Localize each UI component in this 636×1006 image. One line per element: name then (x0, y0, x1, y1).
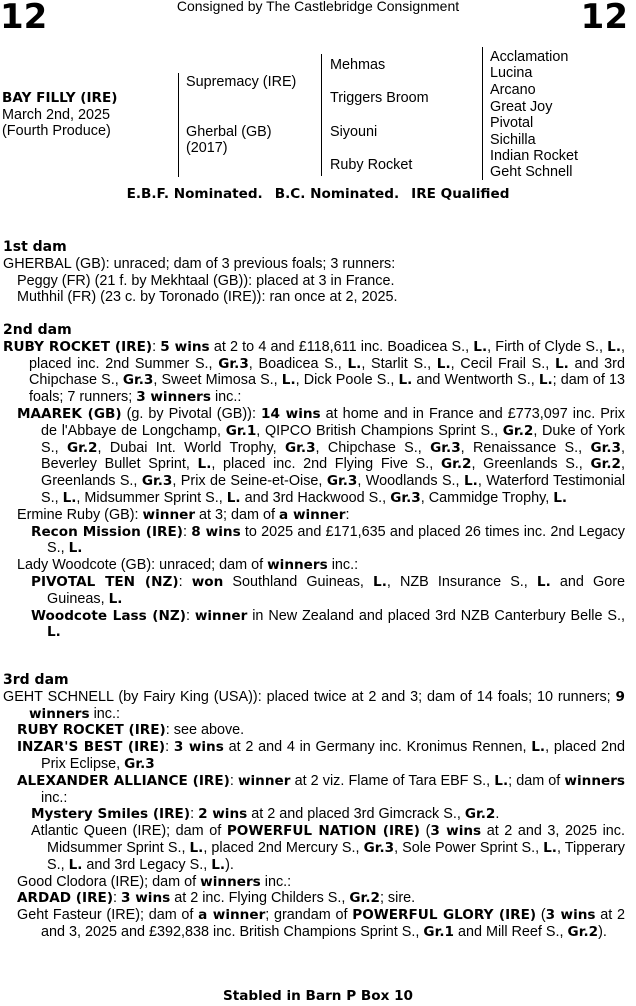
text-run: Ermine Ruby (GB): (17, 506, 143, 523)
bold-text: L. (436, 355, 451, 372)
bold-text: Gr.2 (464, 806, 496, 823)
text-run: , Sole Power Sprint S., (394, 839, 544, 856)
maarek-entry (3, 406, 625, 507)
text-run: : (190, 806, 199, 823)
text-run: at 2 inc. Flying Childers S., (170, 890, 350, 907)
text-run: , Duke of York S., (41, 422, 625, 456)
bold-text: Gr.3 (363, 839, 395, 856)
text-run: and 3rd Hackwood S., (240, 489, 391, 506)
inzars-best-entry (3, 739, 625, 773)
ancestor-1: Acclamation (490, 49, 569, 65)
bold-text: L. (494, 772, 509, 789)
text-run: at 2 and placed 3rd Gimcrack S., (247, 806, 465, 823)
alexander-alliance-entry (3, 773, 625, 807)
text-run: at 2 and 3, 2025 and £392,838 inc. British Champions Sprint S., (41, 907, 625, 940)
bold-text: Gr.3 (284, 439, 316, 456)
bold-text: L. (473, 338, 488, 355)
bc-note: B.C. Nominated. (274, 186, 400, 202)
second-dam-heading: 2nd dam (3, 322, 72, 338)
ermine-ruby-entry (3, 507, 625, 524)
text-run: ; dam of (508, 772, 565, 789)
pedigree-line-1 (178, 73, 179, 177)
text-run: , Sweet Mimosa S., (153, 372, 282, 389)
sire-dam: Triggers Broom (330, 90, 429, 106)
bold-text: L. (554, 355, 569, 372)
text-run: at home and in France and £773,097 inc. Prix de l'Abbaye de Longchamp, (41, 405, 625, 439)
dam-year: (2017) (186, 140, 228, 156)
text-run: , Woodlands S., (357, 473, 464, 490)
bold-text: winners (267, 557, 328, 574)
text-run: : (183, 523, 192, 540)
horse-name: ALEXANDER ALLIANCE (IRE) (17, 772, 230, 789)
foal-peggy: Peggy (FR) (21 f. by Mekhtaal (GB)): placed at 3 in France. (17, 272, 395, 289)
text-run: , Waterford Testimonial S., (41, 473, 626, 506)
geht-fasteur-entry (3, 907, 625, 941)
text-run: GEHT SCHNELL (by Fairy King (USA)): placed twice at 2 and 3; dam of 14 foals; 10 runners; (3, 688, 616, 705)
text-run: ; dam of 13 foals; 7 runners; (29, 372, 626, 406)
bold-text: Gr.2 (567, 923, 599, 940)
text-run: : (185, 607, 195, 624)
text-run: : (229, 772, 238, 789)
bold-text: Gr.2 (440, 456, 472, 473)
bold-text: 9 winners (29, 688, 625, 722)
bold-text: L. (373, 573, 387, 590)
text-run: , QIPCO British Champions Sprint S., (256, 422, 503, 439)
nominations (0, 186, 636, 202)
text-run: inc.: (327, 557, 359, 574)
text-run: , Prix de Seine-et-Oise, (172, 473, 327, 490)
text-run: , NZB Insurance S., (386, 573, 537, 590)
bold-text: 8 wins (191, 523, 241, 540)
text-run: : (178, 573, 192, 590)
bold-text: POWERFUL GLORY (IRE) (352, 907, 537, 924)
bold-text: Gr.1 (225, 422, 257, 439)
bold-text: L. (536, 573, 551, 590)
text-run: : (165, 739, 174, 756)
text-run: , Beverley Bullet Sprint, (41, 439, 625, 473)
bold-text: L. (347, 355, 362, 372)
pedigree-line-3 (482, 47, 483, 180)
second-dam-section (3, 322, 625, 641)
bold-text: winner (194, 607, 248, 624)
dam-sire: Siyouni (330, 124, 378, 140)
wins: 5 wins (160, 338, 210, 355)
bold-text: Gr.2 (349, 890, 380, 907)
bold-text: Gr.3 (218, 355, 249, 372)
bold-text: POWERFUL NATION (IRE) (226, 823, 421, 840)
text-run: , Firth of Clyde S., (487, 338, 608, 355)
bold-text: Gr.2 (66, 439, 98, 456)
bold-text: Gr.3 (141, 473, 173, 490)
horse-name: Mystery Smiles (IRE) (31, 806, 191, 823)
bold-text: Gr.1 (423, 923, 454, 940)
stabling-info: Stabled in Barn P Box 10 (222, 988, 414, 1004)
text-run: Atlantic Queen (IRE); dam of (31, 823, 227, 840)
text-run: and 3rd Chipchase S., (29, 355, 625, 389)
text-run: inc.: (210, 389, 242, 406)
woodcote-lass-entry (3, 608, 625, 642)
text-run: to 2025 and £171,635 and placed 26 times inc. 2nd Legacy S., (47, 523, 625, 557)
lady-woodcote-entry (3, 557, 625, 574)
bold-text: L. (68, 540, 83, 557)
foaling-date: March 2nd, 2025 (2, 107, 111, 123)
text-run: ( (420, 823, 431, 840)
text-run: at 2 viz. Flame of Tara EBF S., (290, 772, 495, 789)
bold-text: winner (237, 772, 291, 789)
lot-number-right: 12 (580, 0, 628, 37)
text-run: and Wentworth S., (412, 372, 539, 389)
text-run: and 3rd Legacy S., (82, 856, 212, 873)
text-run: , Midsummer Sprint S., (76, 489, 227, 506)
bold-text: winners (564, 772, 626, 789)
horse-name: MAAREK (GB) (17, 405, 122, 422)
third-dam-section (3, 672, 625, 941)
text-run: , Greenlands S., (471, 456, 591, 473)
bold-text: Gr.3 (590, 439, 621, 456)
ancestor-5: Pivotal (490, 115, 534, 131)
bold-text: 3 wins (430, 823, 482, 840)
dam-dam: Ruby Rocket (330, 157, 413, 173)
ruby-rocket-entry: RUBY ROCKET (IRE): 5 wins at 2 to 4 and £118,611 inc. Boadicea S., L., Firth of Clyde S., L., placed inc. 2nd Summer S., Gr.3, Boadicea S., L., Starlit S., L., Cecil Frail S., L. and 3rd Chipchase S., Gr.3, Sweet Mimosa S., L., Dick Poole S., L. and Wentworth S., L.; dam of 13 foals; 7 runners; 3 winners inc.: (3, 338, 626, 406)
ardad-entry (3, 890, 625, 907)
horse-name: RUBY ROCKET (IRE) (3, 338, 153, 355)
text-run: at 2 and 4 in Germany inc. Kronimus Rennen, (223, 739, 532, 756)
text-run: ). (225, 856, 234, 873)
dam: Gherbal (GB) (186, 124, 272, 140)
text-run: at 2 and 3, 2025 inc. Midsummer Sprint S., (47, 823, 625, 856)
bold-text: 3 winners (136, 389, 211, 406)
bold-text: L. (463, 473, 478, 490)
produce-number: (Fourth Produce) (2, 123, 111, 139)
text-run: , placed inc. 2nd Flying Five S., (211, 456, 441, 473)
text-run: Geht Fasteur (IRE); dam of (17, 907, 199, 924)
text-run: , Chipchase S., (315, 439, 431, 456)
mystery-smiles-entry: Mystery Smiles (IRE): 2 wins at 2 and placed 3rd Gimcrack S., Gr.2. (31, 806, 500, 823)
text-run: Southland Guineas, (223, 573, 374, 590)
ancestor-8: Geht Schnell (490, 164, 573, 180)
horse-name: Recon Mission (IRE) (31, 523, 183, 540)
horse-name: RUBY ROCKET (IRE) (17, 722, 166, 739)
horse-name: BAY FILLY (IRE) (2, 90, 118, 106)
text-run: : see above. (165, 722, 245, 739)
text-run: , Dick Poole S., (295, 372, 399, 389)
ancestor-4: Great Joy (490, 99, 553, 115)
bold-text: L. (62, 489, 77, 506)
bold-text: Gr.3 (124, 755, 155, 772)
horse-name: Woodcote Lass (NZ) (31, 607, 186, 624)
bold-text: a winner (198, 907, 266, 924)
text-run: , Greenlands S., (41, 456, 625, 490)
ancestor-3: Arcano (490, 82, 536, 98)
bold-text: Gr.3 (122, 372, 154, 389)
pedigree-line-2 (321, 54, 322, 176)
bold-text: L. (538, 372, 553, 389)
bold-text: L. (607, 338, 621, 355)
bold-text: L. (226, 489, 241, 506)
bold-text: L. (68, 856, 83, 873)
text-run: and Gore Guineas, (47, 573, 625, 607)
bold-text: L. (398, 372, 413, 389)
text-run: ( (536, 907, 546, 924)
text-run: , Renaissance S., (460, 439, 591, 456)
text-run: , Dubai Int. World Trophy, (97, 439, 285, 456)
bold-text: L. (281, 372, 296, 389)
bold-text: 2 wins (198, 806, 248, 823)
bold-text: 14 wins (261, 405, 321, 422)
bold-text: L. (553, 489, 568, 506)
bold-text: L. (211, 856, 226, 873)
ancestor-7: Indian Rocket (490, 148, 578, 164)
ruby-rocket-ref (3, 722, 625, 739)
text-run: , Boadicea S., (248, 355, 348, 372)
bold-text: 3 wins (121, 890, 171, 907)
text-run: (g. by Pivotal (GB)): (121, 405, 261, 422)
bold-text: Gr.3 (390, 489, 421, 506)
geht-schnell-entry (3, 689, 625, 723)
bold-text: L. (189, 839, 204, 856)
bold-text: Gr.2 (502, 422, 534, 439)
text-run: , placed 2nd Mercury S., (203, 839, 364, 856)
first-dam-line: GHERBAL (GB): unraced; dam of 3 previous foals; 3 runners: (3, 255, 396, 272)
bold-text: a winner (279, 506, 346, 523)
consignor: Consigned by The Castlebridge Consignment (176, 0, 460, 14)
text-run: ). (598, 923, 607, 940)
text-run: , placed inc. 2nd Summer S., (29, 338, 625, 372)
text-run: at 2 to 4 and £118,611 inc. Boadicea S., (209, 338, 474, 355)
text-run: inc.: (41, 789, 68, 806)
text-run: , Starlit S., (361, 355, 437, 372)
bold-text: 3 wins (545, 907, 596, 924)
bold-text: L. (47, 624, 61, 641)
text-run: and Mill Reef S., (453, 923, 568, 940)
ebf-note: E.B.F. Nominated. (126, 186, 263, 202)
text-run: ; sire. (379, 890, 416, 907)
bold-text: L. (531, 739, 546, 756)
text-run: Good Clodora (IRE); dam of (17, 873, 201, 890)
text-run: ; grandam of (265, 907, 353, 924)
text-run: , Cammidge Trophy, (420, 489, 554, 506)
bold-text: winner (142, 506, 196, 523)
horse-name: INZAR'S BEST (IRE) (17, 739, 166, 756)
bold-text: L. (543, 839, 557, 856)
text-run: at 3; dam of (195, 506, 280, 523)
text-run: Lady Woodcote (GB): unraced; dam of (17, 557, 268, 574)
sire: Supremacy (IRE) (186, 74, 297, 90)
bold-text: L. (197, 456, 212, 473)
text-run: : (113, 890, 122, 907)
ancestor-2: Lucina (490, 65, 533, 81)
ire-note: IRE Qualified (411, 186, 510, 202)
foal-muthhil: Muthhil (FR) (23 c. by Toronado (IRE)): ran once at 2, 2025. (17, 289, 398, 306)
horse-name: PIVOTAL TEN (NZ) (31, 573, 179, 590)
bold-text: Gr.3 (430, 439, 461, 456)
sire-sire: Mehmas (330, 57, 386, 73)
text-run: inc.: (260, 873, 292, 890)
lot-number-left: 12 (0, 0, 48, 37)
bold-text: Gr.3 (326, 473, 358, 490)
first-dam-heading: 1st dam (3, 239, 67, 255)
pivotal-ten-entry (3, 574, 625, 608)
text-run: , placed 2nd Prix Eclipse, (41, 739, 625, 772)
ancestor-6: Sichilla (490, 132, 536, 148)
text-run: : (345, 506, 350, 523)
bold-text: won (191, 573, 224, 590)
atlantic-queen-entry (3, 823, 625, 873)
recon-mission-entry (3, 524, 625, 558)
third-dam-heading: 3rd dam (3, 672, 69, 688)
text-run: in New Zealand and placed 3rd NZB Canterbury Belle S., (247, 607, 625, 624)
bold-text: Gr.2 (590, 456, 621, 473)
bold-text: winners (200, 873, 261, 890)
bold-text: 3 wins (173, 739, 224, 756)
first-dam-section (3, 239, 625, 306)
good-clodora-entry (3, 874, 625, 891)
text-run: , Cecil Frail S., (450, 355, 555, 372)
horse-name: ARDAD (IRE) (17, 890, 114, 907)
text-run: inc.: (89, 705, 120, 722)
bold-text: L. (108, 590, 123, 607)
text-run: , Tipperary S., (47, 839, 626, 873)
